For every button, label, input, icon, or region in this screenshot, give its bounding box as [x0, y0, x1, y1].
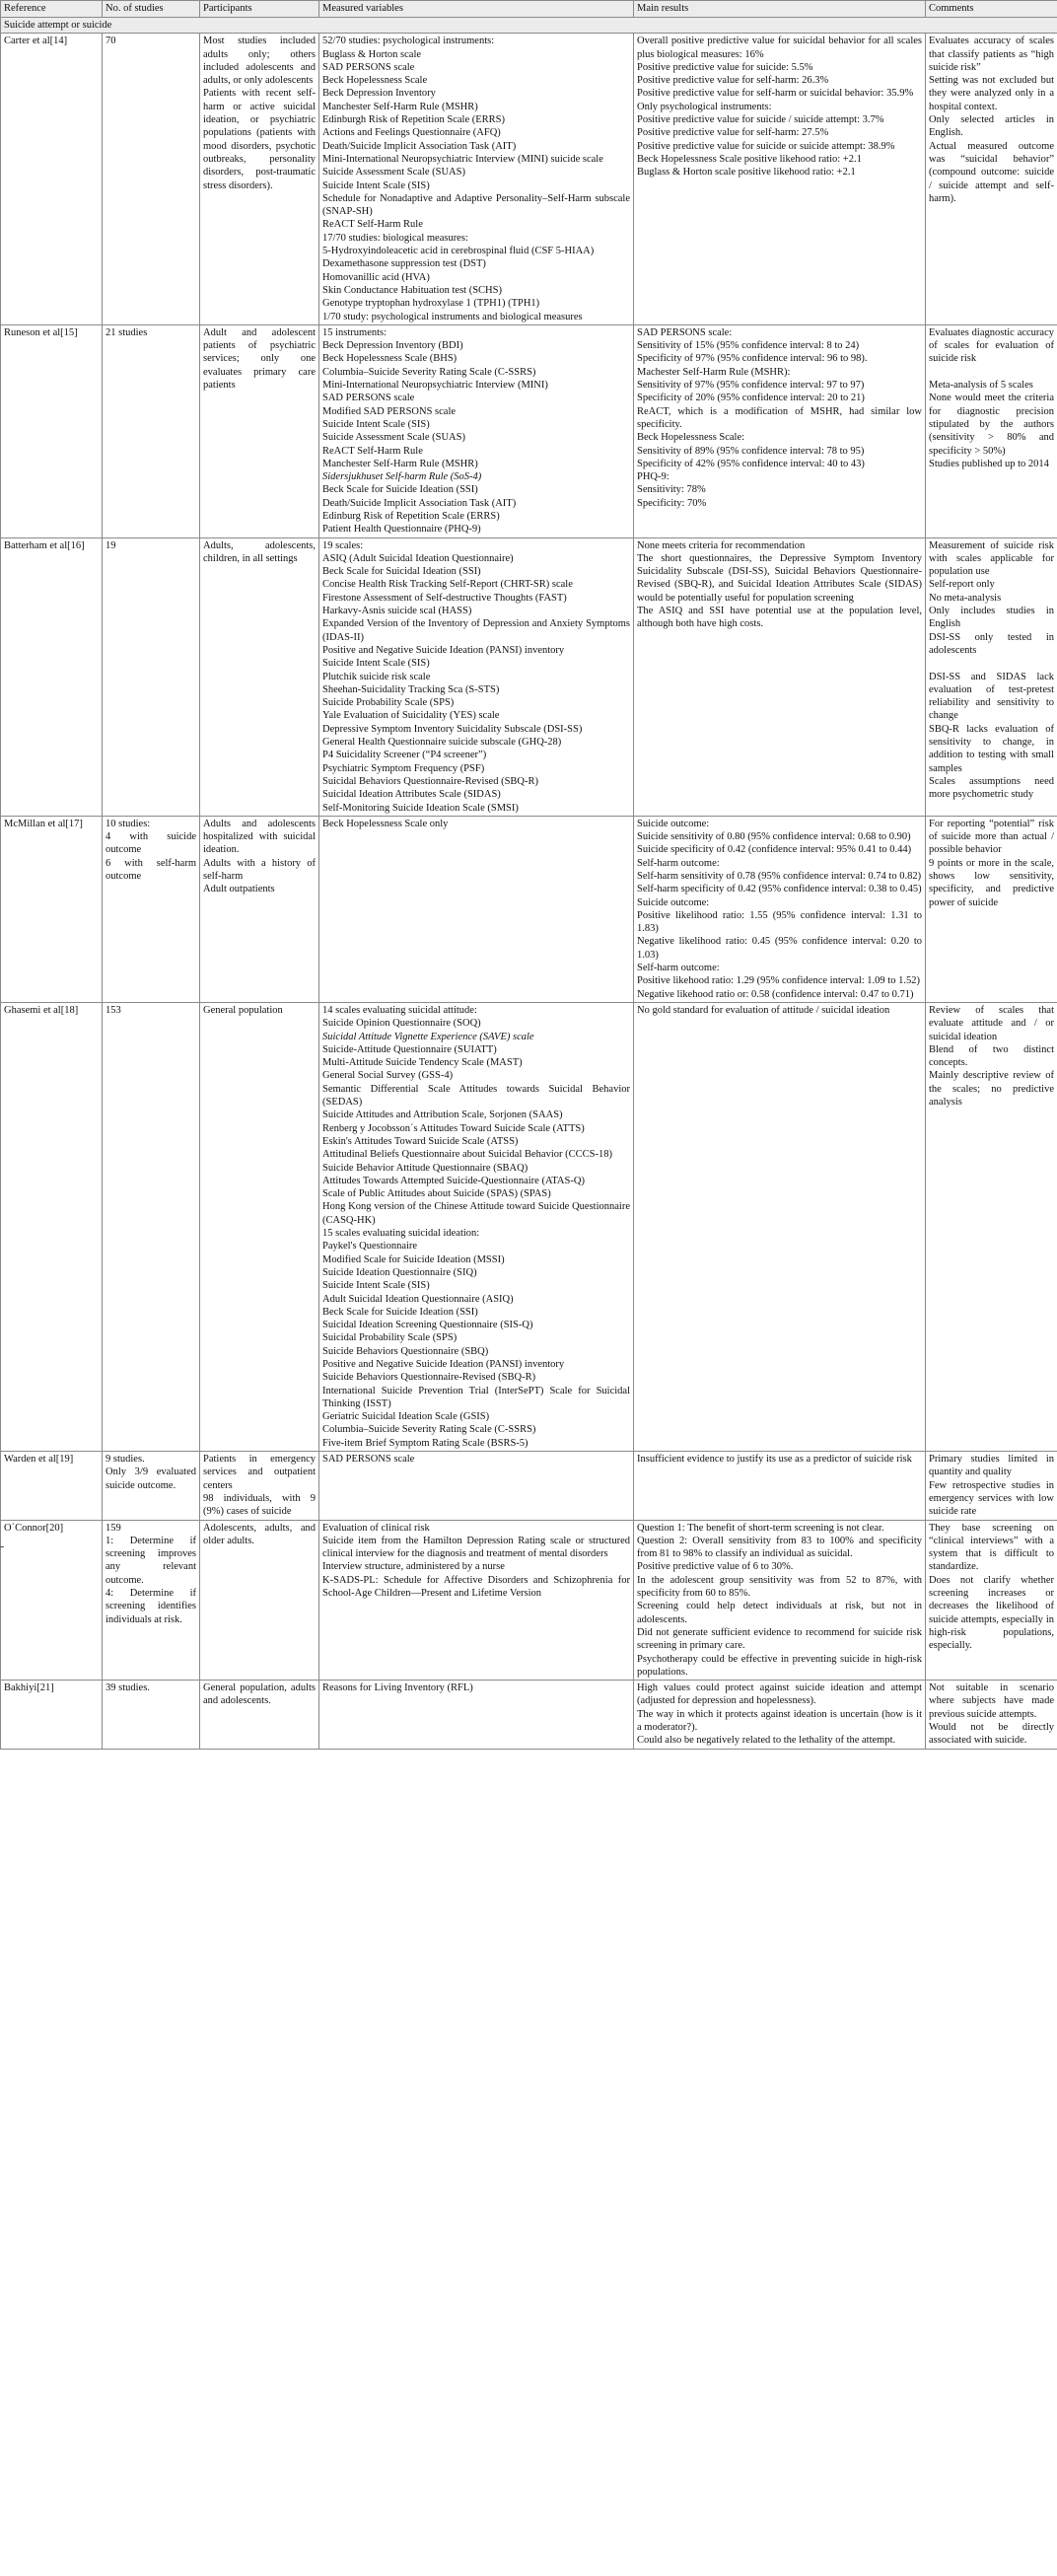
cell-line: Psychotherapy could be effective in preventing suicide in high-risk populations. — [637, 1653, 922, 1678]
cell-line: Self-Monitoring Suicide Ideation Scale (SMSI) — [322, 802, 519, 814]
cell-line: Suicide Intent Scale (SIS) — [322, 179, 430, 191]
cell-line: Patient Health Questionnaire (PHQ-9) — [322, 524, 481, 536]
cell-line: Columbia–Suicide Severity Rating Scale (C-SSRS) — [322, 366, 536, 378]
cell-line: Suicidal Ideation Screening Questionnaire (SIS-Q) — [322, 1320, 533, 1331]
cell-line: Suicidal Ideation Attributes Scale (SIDAS) — [322, 789, 501, 801]
cell-line: Semantic Differential Scale Attitudes towards Suicidal Behavior (SEDAS) — [322, 1083, 630, 1109]
cell-line: Suicide Intent Scale (SIS) — [322, 1280, 430, 1292]
cell-line: Beck Scale for Suicidal Ideation (SSI) — [322, 566, 481, 578]
cell-line: Suicide specificity of 0.42 (confidence interval: 95% 0.41 to 0.44) — [637, 844, 912, 856]
cell-line: Suicide Probability Scale (SPS) — [322, 697, 455, 709]
cell-studies — [103, 1681, 200, 1749]
cell-line: Would not be directly associated with suicide. — [929, 1722, 1054, 1747]
cell-studies — [103, 1520, 200, 1681]
cell-line: Positive predictive value for self-harm: 26.3% — [637, 75, 829, 87]
cell-comments — [926, 34, 1057, 325]
cell-line: Primary studies limited in quantity and quality — [929, 1454, 1054, 1478]
cell-line: None meets criteria for recommendation — [637, 539, 806, 551]
cell-line: None would meet the criteria for diagnostic precision stipulated by the authors (sensitivity > 80% and specificity > 50%) — [929, 393, 1054, 457]
cell-line: Paykel's Questionnaire — [322, 1241, 418, 1252]
cell-line: Could also be negatively related to the lethality of the attempt. — [637, 1735, 896, 1747]
cell-line: Suicide outcome: — [637, 818, 710, 829]
cell-line: Modified SAD PERSONS scale — [322, 405, 457, 417]
cell-line: Adult Suicidal Ideation Questionnaire (ASIQ) — [322, 1293, 514, 1305]
cell-line: 1: Determine if screening improves any relevant outcome. — [106, 1535, 196, 1586]
cell-line: Only psychological instruments: — [637, 101, 772, 112]
cell-line: Beck Depression Inventory (BDI) — [322, 340, 463, 352]
cell-reference: Ghasemi et al[18] — [1, 1002, 103, 1451]
cell-line: ReACT Self-Harm Rule — [322, 445, 423, 457]
cell-line: Suicide-Attitude Questionnaire (SUIATT) — [322, 1043, 497, 1055]
table-row — [1, 1681, 1057, 1749]
section-row — [1, 18, 1057, 34]
cell-line: Sensitivity of 97% (95% confidence interval: 97 to 97) — [637, 380, 865, 392]
cell-line: Mini-International Neuropsychiatric Interview (MINI) — [322, 380, 548, 392]
cell-line: Suicide Assessment Scale (SUAS) — [322, 432, 465, 444]
cell-line: Positive predictive value for self-harm or suicidal behavior: 35.9% — [637, 88, 914, 100]
cell-line: Beck Scale for Suicide Ideation (SSI) — [322, 1306, 478, 1318]
cell-variables — [319, 34, 634, 325]
cell-line: Self-harm outcome: — [637, 857, 720, 869]
cell-line: Psychiatric Symptom Frequency (PSF) — [322, 762, 485, 774]
cell-comments — [926, 1452, 1057, 1520]
cell-line: Positive predictive value for self-harm: 27.5% — [637, 127, 829, 139]
cell-line: Dexamethasone suppression test (DST) — [322, 258, 486, 270]
cell-line: International Suicide Prevention Trial (InterSePT) Scale for Suicidal Thinking (ISST) — [322, 1385, 630, 1409]
cell-line: Depressive Symptom Inventory Suicidality Subscale (DSI-SS) — [322, 723, 583, 735]
cell-variables — [319, 1452, 634, 1520]
cell-line: Modified Scale for Suicide Ideation (MSSI) — [322, 1253, 505, 1265]
cell-line: Evaluates diagnostic accuracy of scales for evaluation of suicide risk — [929, 326, 1054, 365]
cell-reference: Runeson et al[15] — [1, 324, 103, 537]
cell-line: Adult and adolescent patients of psychiatric services; only one evaluates primary care patients — [203, 326, 316, 392]
cell-results — [634, 1452, 926, 1520]
cell-line: ReACT, which is a modification of MSHR, had similar low specificity. — [637, 405, 922, 430]
cell-line: Beck Hopelessness Scale (BHS) — [322, 353, 458, 365]
cell-line: SBQ-R lacks evaluation of sensitivity to change, in addition to testing with small samples — [929, 723, 1054, 774]
header-studies: No. of studies — [103, 1, 200, 18]
cell-line: SAD PERSONS scale — [322, 1454, 415, 1466]
cell-line: PHQ-9: — [637, 471, 669, 483]
cell-line: Positive predictive value of 6 to 30%. — [637, 1561, 794, 1573]
cell-line: Positive predictive value for suicide: 5.5% — [637, 61, 813, 73]
cell-line: Buglass & Horton scale positive likehood ratio: +2.1 — [637, 167, 856, 179]
cell-line: They base screening on “clinical interviews” with a system that is difficult to standardize. — [929, 1522, 1054, 1573]
cell-line: 1/70 study: psychological instruments and biological measures — [322, 311, 583, 322]
cell-line: Beck Scale for Suicide Ideation (SSI) — [322, 484, 478, 496]
table-row — [1, 816, 1057, 1002]
cell-comments — [926, 1681, 1057, 1749]
cell-line: Measurement of suicide risk with scales applicable for population use — [929, 539, 1054, 578]
cell-line: Buglass & Horton scale — [322, 48, 422, 60]
cell-line: 15 scales evaluating suicidal ideation: — [322, 1228, 480, 1240]
cell-line: Negative likehood ratio or: 0.58 (confidence interval: 0.47 to 0.71) — [637, 988, 914, 1000]
cell-line: Scale of Public Attitudes about Suicide (SPAS) (SPAS) — [322, 1188, 551, 1200]
cell-participants — [200, 1452, 319, 1520]
cell-line: No meta-analysis — [929, 592, 1002, 604]
cell-participants — [200, 34, 319, 325]
header-row — [1, 1, 1057, 18]
cell-line: K-SADS-PL: Schedule for Affective Disorders and Schizophrenia for School-Age Children—Present and Lifetime Version — [322, 1574, 630, 1600]
cell-studies — [103, 816, 200, 1002]
cell-results — [634, 537, 926, 816]
cell-line — [929, 657, 1054, 670]
cell-variables — [319, 1681, 634, 1749]
cell-line: Self-harm outcome: — [637, 963, 720, 974]
cell-line: 9 points or more in the scale, shows low sensitivity, specificity, and predictive power of suicide — [929, 857, 1054, 908]
cell-reference: McMillan et al[17] — [1, 816, 103, 1002]
cell-results — [634, 816, 926, 1002]
cell-line: General population, adults and adolescents. — [203, 1682, 316, 1707]
cell-reference: Bakhiyi[21] — [1, 1681, 103, 1749]
cell-line: 6 with self-harm outcome — [106, 857, 196, 882]
cell-line: Suicide Behaviors Questionnaire-Revised (SBQ-R) — [322, 1372, 536, 1384]
cell-line: Attitudinal Beliefs Questionnaire about Suicidal Behavior (CCCS-18) — [322, 1149, 612, 1161]
cell-line: General Social Survey (GSS-4) — [322, 1070, 454, 1082]
cell-line: Suicide Behavior Attitude Questionnaire (SBAQ) — [322, 1162, 528, 1174]
cell-line: Interview structure, administered by a nurse — [322, 1561, 505, 1573]
cell-results — [634, 324, 926, 537]
table-row — [1, 1452, 1057, 1520]
cell-line: Schedule for Nonadaptive and Adaptive Personality–Self-Harm subscale (SNAP-SH) — [322, 192, 630, 218]
cell-line: Insufficient evidence to justify its use as a predictor of suicide risk — [637, 1454, 912, 1466]
cell-line: Positive likelihood ratio: 1.55 (95% confidence interval: 1.31 to 1.83) — [637, 909, 922, 935]
cell-line: Adults and adolescents hospitalized with suicidal ideation. — [203, 818, 316, 856]
cell-line: Mini-International Neuropsychiatric Interview (MINI) suicide scale — [322, 153, 603, 165]
cell-line: Evaluates accuracy of scales that classify patients as “high suicide risk” — [929, 36, 1054, 73]
cell-line: Yale Evaluation of Suicidality (YES) scale — [322, 710, 500, 722]
section-label: Suicide attempt or suicide — [1, 18, 1057, 34]
cell-line: Patients with recent self-harm or active suicidal ideation, or psychiatric populations (patients with mood disorders, psychotic outbreaks, personality disorders, post-traumatic stress disorders). — [203, 88, 316, 191]
cell-line: Overall positive predictive value for suicidal behavior for all scales plus biological measures: 16% — [637, 36, 922, 60]
cell-line: Manchester Self-Harm Rule (MSHR) — [322, 101, 478, 112]
cell-participants — [200, 324, 319, 537]
cell-line: 4 with suicide outcome — [106, 831, 196, 856]
header-reference: Reference — [1, 1, 103, 18]
cell-line: Homovanillic acid (HVA) — [322, 271, 430, 283]
cell-variables — [319, 816, 634, 1002]
cell-line: Sheehan-Suicidality Tracking Sca (S-STS) — [322, 683, 500, 695]
cell-line: 19 — [106, 539, 116, 551]
cell-line: Patients in emergency services and outpatient centers — [203, 1454, 316, 1491]
cell-line: Most studies included adults only; others included adolescents and adults, or only adolescents — [203, 36, 316, 87]
cell-line: Firestone Assessment of Self-destructive Thoughts (FAST) — [322, 592, 567, 604]
cell-line: Self-harm specificity of 0.42 (95% confidence interval: 0.38 to 0.45) — [637, 884, 922, 895]
cell-line: 153 — [106, 1004, 121, 1016]
cell-line: Suicide Assessment Scale (SUAS) — [322, 167, 465, 179]
cell-line: Edinburgh Risk of Repetition Scale (ERRS) — [322, 114, 506, 126]
cell-line: 19 scales: — [322, 539, 364, 551]
cell-line: Suicide outcome: — [637, 896, 710, 908]
cell-line: Adolescents, adults, and older adults. — [203, 1522, 316, 1546]
cell-line: 10 studies: — [106, 818, 151, 829]
cell-line: Studies published up to 2014 — [929, 458, 1049, 469]
cell-line: Sidersjukhuset Self-harm Rule (SoS-4) — [322, 471, 482, 483]
cell-line: Geriatric Suicidal Ideation Scale (GSIS) — [322, 1411, 490, 1423]
cell-results — [634, 1002, 926, 1451]
cell-line: 5-Hydroxyindoleacetic acid in cerebrospinal fluid (CSF 5-HIAA) — [322, 246, 595, 257]
cell-reference: O´Connor[20] — [1, 1520, 103, 1681]
header-comments: Comments — [926, 1, 1057, 18]
cell-studies — [103, 34, 200, 325]
cell-line: SAD PERSONS scale — [322, 61, 415, 73]
cell-variables — [319, 1520, 634, 1681]
cell-line: Edinburg Risk of Repetition Scale (ERRS) — [322, 510, 500, 522]
cell-line: Manchester Self-Harm Rule (MSHR) — [322, 458, 478, 469]
cell-line: Suicide sensitivity of 0.80 (95% confidence interval: 0.68 to 0.90) — [637, 831, 911, 843]
cell-line: For reporting “potential” risk of suicide more than actual / possible behavior — [929, 818, 1054, 856]
cell-line: Beck Depression Inventory — [322, 88, 436, 100]
cell-line: High values could protect against suicide ideation and attempt (adjusted for depression and hopelessness). — [637, 1682, 922, 1707]
cell-studies — [103, 324, 200, 537]
cell-line: Attitudes Towards Attempted Suicide-Questionnaire (ATAS-Q) — [322, 1175, 585, 1186]
cell-line: Multi-Attitude Suicide Tendency Scale (MAST) — [322, 1057, 523, 1069]
cell-line: Reasons for Living Inventory (RFL) — [322, 1682, 473, 1694]
cell-line: Machester Self-Harm Rule (MSHR): — [637, 366, 791, 378]
cell-line: General population — [203, 1004, 283, 1016]
cell-results — [634, 34, 926, 325]
cell-line: In the adolescent group sensitivity was from 52 to 87%, with specificity from 60 to 85%. — [637, 1574, 922, 1600]
cell-line: 17/70 studies: biological measures: — [322, 232, 468, 244]
cell-line: Only 3/9 evaluated suicide outcome. — [106, 1467, 196, 1491]
cell-line: 159 — [106, 1522, 121, 1534]
table-row — [1, 1520, 1057, 1681]
cell-line: DSI-SS and SIDAS lack evaluation of test-pretest reliability and sensitivity to change — [929, 671, 1054, 722]
cell-line: Blend of two distinct concepts. — [929, 1043, 1054, 1069]
cell-line: Only includes studies in English — [929, 606, 1054, 630]
cell-participants — [200, 537, 319, 816]
cell-line: SAD PERSONS scale — [322, 393, 415, 404]
cell-results — [634, 1681, 926, 1749]
cell-line: Beck Hopelessness Scale only — [322, 818, 449, 829]
cell-line: ASIQ (Adult Suicidal Ideation Questionnaire) — [322, 552, 514, 564]
cell-line: Actions and Feelings Questionnaire (AFQ) — [322, 127, 501, 139]
cell-reference: Batterham et al[16] — [1, 537, 103, 816]
cell-line: Death/Suicide Implicit Association Task (AIT) — [322, 497, 517, 509]
cell-line: Self-harm sensitivity of 0.78 (95% confidence interval: 0.74 to 0.82) — [637, 871, 922, 882]
cell-line: SAD PERSONS scale: — [637, 326, 733, 338]
cell-line: DSI-SS only tested in adolescents — [929, 631, 1054, 656]
cell-line: 14 scales evaluating suicidal attitude: — [322, 1004, 477, 1016]
cell-line: Evaluation of clinical risk — [322, 1522, 430, 1534]
cell-line: Expanded Version of the Inventory of Depression and Anxiety Symptoms (IDAS-II) — [322, 618, 630, 643]
cell-line: Concise Health Risk Tracking Self-Report (CHRT-SR) scale — [322, 579, 573, 591]
cell-line: Skin Conductance Habituation test (SCHS) — [322, 284, 502, 296]
cell-line: Five-item Brief Symptom Rating Scale (BSRS-5) — [322, 1437, 528, 1449]
table-row — [1, 324, 1057, 537]
cell-line: Suicide Attitudes and Attribution Scale, Sorjonen (SAAS) — [322, 1109, 563, 1121]
cell-line: Few retrospective studies in emergency services with low suicide rate — [929, 1479, 1054, 1518]
cell-line: Actual measured outcome was “suicidal behavior” (compound outcome: suicide / suicide attempt and self-harm). — [929, 140, 1054, 204]
cell-line: The ASIQ and SSI have potential use at the population level, although both have high costs. — [637, 606, 922, 630]
cell-participants — [200, 1002, 319, 1451]
cell-participants — [200, 1520, 319, 1681]
cell-line: Positive likehood ratio: 1.29 (95% confidence interval: 1.09 to 1.52) — [637, 975, 920, 987]
cell-line: Meta-analysis of 5 scales — [929, 380, 1033, 392]
cell-line: 21 studies — [106, 326, 148, 338]
cell-reference: Warden et al[19] — [1, 1452, 103, 1520]
cell-line: Renberg y Jocobsson´s Attitudes Toward Suicide Scale (ATTS) — [322, 1122, 585, 1134]
cell-line: The short questionnaires, the Depressive Symptom Inventory Suicidality Subscale (DSI-SS), Suicidal Behaviors Questionnaire-Revised (SBQ-R), and Suicidal Ideation Attributes Scale (SIDAS) would be potentially useful for population screening — [637, 552, 922, 604]
cell-line — [929, 366, 1054, 379]
cell-line: Positive predictive value for suicide / suicide attempt: 3.7% — [637, 114, 884, 126]
cell-line: Scales assumptions need more psychometric study — [929, 775, 1054, 801]
page-edge-mark — [0, 1546, 4, 1547]
cell-line: No gold standard for evaluation of attitude / suicidal ideation — [637, 1004, 890, 1016]
cell-line: Positive and Negative Suicide Ideation (PANSI) inventory — [322, 644, 565, 656]
cell-line: Positive predictive value for suicide or suicide attempt: 38.9% — [637, 140, 895, 152]
cell-line: Beck Hopelessness Scale: — [637, 432, 745, 444]
cell-variables — [319, 324, 634, 537]
cell-line: Sensitivity of 89% (95% confidence interval: 78 to 95) — [637, 445, 865, 457]
cell-line: Genotype tryptophan hydroxylase 1 (TPH1) (TPH1) — [322, 298, 540, 310]
cell-line: Sensitivity: 78% — [637, 484, 706, 496]
cell-line: Specificity of 20% (95% confidence interval: 20 to 21) — [637, 393, 865, 404]
cell-comments — [926, 537, 1057, 816]
cell-studies — [103, 1002, 200, 1451]
cell-line: Setting was not excluded but they were analyzed only in a hospital context. — [929, 75, 1054, 112]
cell-line: Review of scales that evaluate attitude and / or suicidal ideation — [929, 1004, 1054, 1042]
cell-line: Mainly descriptive review of the scales; no predictive analysis — [929, 1070, 1054, 1109]
cell-line: Plutchik suicide risk scale — [322, 671, 431, 682]
cell-line: Harkavy-Asnis suicide scal (HASS) — [322, 606, 472, 617]
cell-studies — [103, 1452, 200, 1520]
cell-line: Positive and Negative Suicide Ideation (PANSI) inventory — [322, 1358, 565, 1370]
cell-studies — [103, 537, 200, 816]
cell-line: Negative likelihood ratio: 0.45 (95% confidence interval: 0.20 to 1.03) — [637, 936, 922, 961]
cell-line: 9 studies. — [106, 1454, 145, 1466]
cell-line: Specificity of 97% (95% confidence interval: 96 to 98). — [637, 353, 868, 365]
cell-line: P4 Suicidality Screener (“P4 screener”) — [322, 750, 487, 761]
cell-line: Specificity: 70% — [637, 497, 707, 509]
header-results: Main results — [634, 1, 926, 18]
cell-line: Beck Hopelessness Scale positive likehood ratio: +2.1 — [637, 153, 862, 165]
cell-variables — [319, 1002, 634, 1451]
cell-line: Hong Kong version of the Chinese Attitude toward Suicide Questionnaire (CASQ-HK) — [322, 1201, 630, 1226]
cell-line: Suicidal Attitude Vignette Experience (SAVE) scale — [322, 1031, 534, 1042]
cell-line: Only selected articles in English. — [929, 114, 1054, 139]
cell-participants — [200, 816, 319, 1002]
cell-reference: Carter et al[14] — [1, 34, 103, 325]
cell-line: 70 — [106, 36, 116, 47]
cell-line: Suicide Opinion Questionnaire (SOQ) — [322, 1018, 481, 1030]
cell-line: Specificity of 42% (95% confidence interval: 40 to 43) — [637, 458, 865, 469]
cell-line: Suicidal Probability Scale (SPS) — [322, 1332, 458, 1344]
table-row — [1, 34, 1057, 325]
cell-line: Question 2: Overall sensitivity from 83 to 100% and specificity from 81 to 98% to classify an individual as suicidal. — [637, 1535, 922, 1560]
cell-comments — [926, 1002, 1057, 1451]
cell-line: Self-report only — [929, 579, 995, 591]
cell-line: Adults with a history of self-harm — [203, 857, 316, 882]
cell-line: Suicide Intent Scale (SIS) — [322, 418, 430, 430]
cell-line: Suicidal Behaviors Questionnaire-Revised (SBQ-R) — [322, 775, 539, 787]
cell-line: Adults, adolescents, children, in all settings — [203, 539, 316, 564]
cell-results — [634, 1520, 926, 1681]
header-participants: Participants — [200, 1, 319, 18]
cell-line: Columbia–Suicide Severity Rating Scale (C-SSRS) — [322, 1424, 536, 1436]
header-variables: Measured variables — [319, 1, 634, 18]
cell-comments — [926, 816, 1057, 1002]
table-row — [1, 537, 1057, 816]
cell-variables — [319, 537, 634, 816]
cell-line: Eskin's Attitudes Toward Suicide Scale (ATSS) — [322, 1135, 519, 1147]
cell-line: 39 studies. — [106, 1682, 150, 1694]
cell-line: Does not clarify whether screening increases or decreases the likelihood of suicide attempts, especially in high-risk populations, especially. — [929, 1574, 1054, 1652]
cell-comments — [926, 1520, 1057, 1681]
cell-line: Suicide Behaviors Questionnaire (SBQ) — [322, 1345, 489, 1357]
table-row — [1, 1002, 1057, 1451]
cell-line: 98 individuals, with 9 (9%) cases of suicide — [203, 1492, 316, 1518]
cell-line: ReACT Self-Harm Rule — [322, 219, 423, 231]
cell-line: General Health Questionnaire suicide subscale (GHQ-28) — [322, 737, 562, 749]
cell-line: Did not generate sufficient evidence to recommend for suicide risk screening in primary care. — [637, 1626, 922, 1652]
cell-line: Screening could help detect individuals at risk, but not in adolescents. — [637, 1601, 922, 1625]
cell-line: Beck Hopelessness Scale — [322, 75, 428, 87]
cell-line: Death/Suicide Implicit Association Task (AIT) — [322, 140, 517, 152]
cell-line: The way in which it protects against ideation is uncertain (how is it a moderator?). — [637, 1708, 922, 1733]
cell-line: Suicide Ideation Questionnaire (SIQ) — [322, 1266, 477, 1278]
cell-line: Adult outpatients — [203, 884, 275, 895]
cell-line: 4: Determine if screening identifies individuals at risk. — [106, 1588, 196, 1625]
cell-participants — [200, 1681, 319, 1749]
cell-line: 15 instruments: — [322, 326, 388, 338]
cell-line: Sensitivity of 15% (95% confidence interval: 8 to 24) — [637, 340, 860, 352]
cell-line: Suicide Intent Scale (SIS) — [322, 658, 430, 670]
cell-line: Suicide item from the Hamilton Depression Rating scale or structured clinical interview for the diagnosis and treatment of mental disorders — [322, 1535, 630, 1560]
cell-line: Question 1: The benefit of short-term screening is not clear. — [637, 1522, 884, 1534]
cell-line: Not suitable in scenario where subjects have made previous suicide attempts. — [929, 1682, 1054, 1720]
cell-line: 52/70 studies: psychological instruments: — [322, 36, 495, 47]
cell-comments — [926, 324, 1057, 537]
